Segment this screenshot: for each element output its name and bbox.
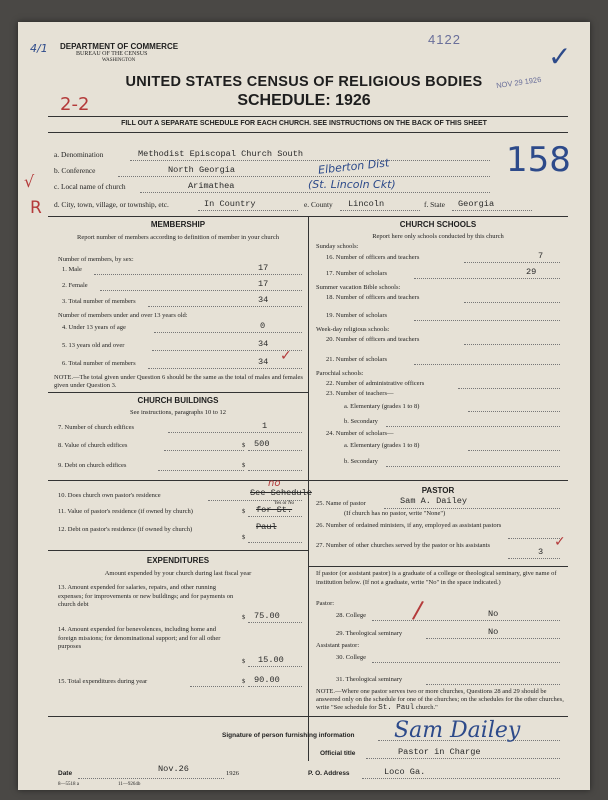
q15-label: 15. Total expenditures during year [58,678,148,685]
county-value: Lincoln [348,199,385,209]
signature-label: Signature of person furnishing information [222,732,355,739]
q18-label: 18. Number of officers and teachers [326,294,420,301]
sunday-label: Sunday schools: [316,243,359,250]
q23b-label: b. Secondary [344,418,378,425]
q9-label: 9. Debt on church edifices [58,462,127,469]
q19-label: 19. Number of scholars [326,312,388,319]
form-title: UNITED STATES CENSUS OF RELIGIOUS BODIES [125,74,483,90]
check-mark-icon: ✓ [548,40,572,73]
po-value: Loco Ga. [384,767,426,777]
q10-hand: no [268,478,281,489]
local-name-value: Arimathea [188,181,235,191]
red-check-icon: √ [24,172,35,191]
q24b-label: b. Secondary [344,458,378,465]
q14-value: 15.00 [258,655,284,665]
q16-value: 7 [538,251,544,261]
signature: Sam Dailey [394,718,521,743]
q31-label: 31. Theological seminary [336,676,403,683]
age-label: Number of members under and over 13 years old: [58,312,188,319]
weekday-label: Week-day religious schools: [316,326,390,333]
q6-value: 34 [258,357,269,367]
dept-line2: BUREAU OF THE CENSUS [76,51,148,57]
q1-value: 17 [258,263,269,273]
q8-dollar: $ [242,442,246,449]
q28-value: No [488,609,499,619]
q23a-label: a. Elementary (grades 1 to 8) [344,403,420,410]
official-title-value: Pastor in Charge [398,747,481,757]
q13-label: 13. Amount expended for salaries, repairs, and other running expenses; for improvements or new buildings; and for payments on church debt [58,584,234,608]
summer-label: Summer vacation Bible schools: [316,284,401,291]
q30-label: 30. College [336,654,366,661]
handwritten-number: 158 [506,140,571,180]
date-value: Nov.26 [158,764,189,774]
q14-dollar: $ [242,658,246,665]
membership-note: NOTE.—The total given under Question 6 should be the same as the total of males and females given under Question 3. [54,374,303,389]
q5-value: 34 [258,339,269,349]
form-number2: 11—9264b [118,782,141,787]
q4-label: 4. Under 13 years of age [62,324,126,331]
q9-dollar: $ [242,462,246,469]
form-subtitle: SCHEDULE: 1926 [237,92,371,109]
q11-value: for St. [256,505,293,515]
date-label: Date [58,770,73,777]
q27-value: 3 [538,547,544,557]
denomination-value: Methodist Episcopal Church South [138,149,304,159]
city-value: In Country [204,199,256,209]
buildings-sub: See instructions, paragraphs 10 to 12 [129,409,227,416]
q1-label: 1. Male [62,266,82,273]
pastor-note-end: church." [415,704,438,711]
pastor-heading: PASTOR [421,486,455,495]
form-number: 8—5518 a [58,782,79,787]
margin-mark: R [30,198,42,218]
membership-heading: MEMBERSHIP [150,220,206,229]
q13-dollar: $ [242,614,246,621]
q12-dollar: $ [242,534,246,541]
pastor-note-text: NOTE.—Where one pastor serves two or more churches, Questions 28 and 29 should be answered only on the schedule for one of the churches; on the schedules for the other churches, write "See schedule for [316,688,564,711]
official-title-label: Official title [320,750,356,757]
date-year: 1926 [226,770,239,777]
red-tick2-icon: ✓ [554,534,566,550]
county-label: e. County [304,200,333,209]
q17-label: 17. Number of scholars [326,270,388,277]
dept-line3: WASHINGTON [102,58,136,63]
q15-value: 90.00 [254,675,280,685]
q25-note: (If church has no pastor, write "None") [344,510,446,517]
red-annotation: 2-2 [60,94,90,115]
received-stamp: NOV 29 1926 [495,74,542,91]
state-label: f. State [424,200,445,209]
q23-label: 23. Number of teachers— [326,390,394,397]
graduate-note: If pastor (or assistant pastor) is a graduate of a college or theological seminary, give name of institution below. (If not a graduate, write "No" in the space indicated.) [316,570,557,586]
q10-label: 10. Does church own pastor's residence [58,492,161,499]
q22-label: 22. Number of administrative officers [326,380,425,387]
conference-value: North Georgia [168,165,236,175]
schools-heading: CHURCH SCHOOLS [399,220,477,229]
conference-label: b. Conference [54,166,96,175]
local-name-label: c. Local name of church [54,182,126,191]
q3-label: 3. Total number of members [62,298,136,305]
q15-dollar: $ [242,678,246,685]
q13-value: 75.00 [254,611,280,621]
pastor-sub-label: Pastor: [316,600,335,607]
buildings-heading: CHURCH BUILDINGS [137,396,219,405]
q6-label: 6. Total number of members [62,360,136,367]
census-schedule-sheet [18,22,590,790]
q20-label: 20. Number of officers and teachers [326,336,420,343]
schools-intro: Report here only schools conducted by this church [372,233,504,240]
membership-intro: Report number of members according to definition of member in your church [77,234,279,241]
sex-label: Number of members, by sex: [58,256,134,263]
q12-value: Paul [256,522,277,532]
assistant-label: Assistant pastor: [316,642,360,649]
q24-label: 24. Number of scholars— [326,430,394,437]
q7-value: 1 [262,421,268,431]
serial-number: 4122 [428,32,461,47]
q25-value: Sam A. Dailey [400,496,468,506]
q7-label: 7. Number of church edifices [58,424,134,431]
q11-dollar: $ [242,508,246,515]
q29-value: No [488,627,499,637]
q8-value: 500 [254,439,270,449]
q4-value: 0 [260,321,266,331]
q24a-label: a. Elementary (grades 1 to 8) [344,442,420,449]
q25-label: 25. Name of pastor [316,500,366,507]
pastor-note-value: St. Paul [378,704,415,712]
parochial-label: Parochial schools: [316,370,364,377]
q16-label: 16. Number of officers and teachers [326,254,420,261]
q10-value: See Schedule [250,488,312,498]
dept-line1: DEPARTMENT OF COMMERCE [60,42,179,51]
expenditures-sub: Amount expended by your church during last fiscal year [104,570,252,577]
red-stroke-icon: / [411,595,425,625]
q8-label: 8. Value of church edifices [58,442,128,449]
city-label: d. City, town, village, or township, etc. [54,200,169,209]
q5-label: 5. 13 years old and over [62,342,125,349]
pastor-note [316,688,564,712]
q17-value: 29 [526,267,537,277]
denomination-label: a. Denomination [54,150,104,159]
corner-note: 4/1 [30,42,48,55]
instruction-banner: FILL OUT A SEPARATE SCHEDULE FOR EACH CHURCH. SEE INSTRUCTIONS ON THE BACK OF THIS SHEET [121,120,487,127]
q26-label: 26. Number of ordained ministers, if any, employed as assistant pastors [316,522,502,529]
district-note: Elberton Dist [317,156,390,177]
circuit-note: (St. Lincoln Ckt) [308,178,396,191]
q3-value: 34 [258,295,269,305]
po-label: P. O. Address [308,770,350,777]
q28-label: 28. College [336,612,366,619]
q2-label: 2. Female [62,282,88,289]
q29-label: 29. Theological seminary [336,630,403,637]
q11-label: 11. Value of pastor's residence (if owned by church) [58,508,193,515]
expenditures-heading: EXPENDITURES [146,556,210,565]
q21-label: 21. Number of scholars [326,356,388,363]
q27-label: 27. Number of other churches served by the pastor or his assistants [316,542,491,549]
q2-value: 17 [258,279,269,289]
q14-label: 14. Amount expended for benevolences, including home and foreign missions; for denominational support; and for all other purposes [58,626,221,650]
red-tick-icon: ✓ [280,348,292,364]
state-value: Georgia [458,199,495,209]
q10-yesno: Yes or No [274,501,295,506]
q12-label: 12. Debt on pastor's residence (if owned by church) [58,526,193,533]
